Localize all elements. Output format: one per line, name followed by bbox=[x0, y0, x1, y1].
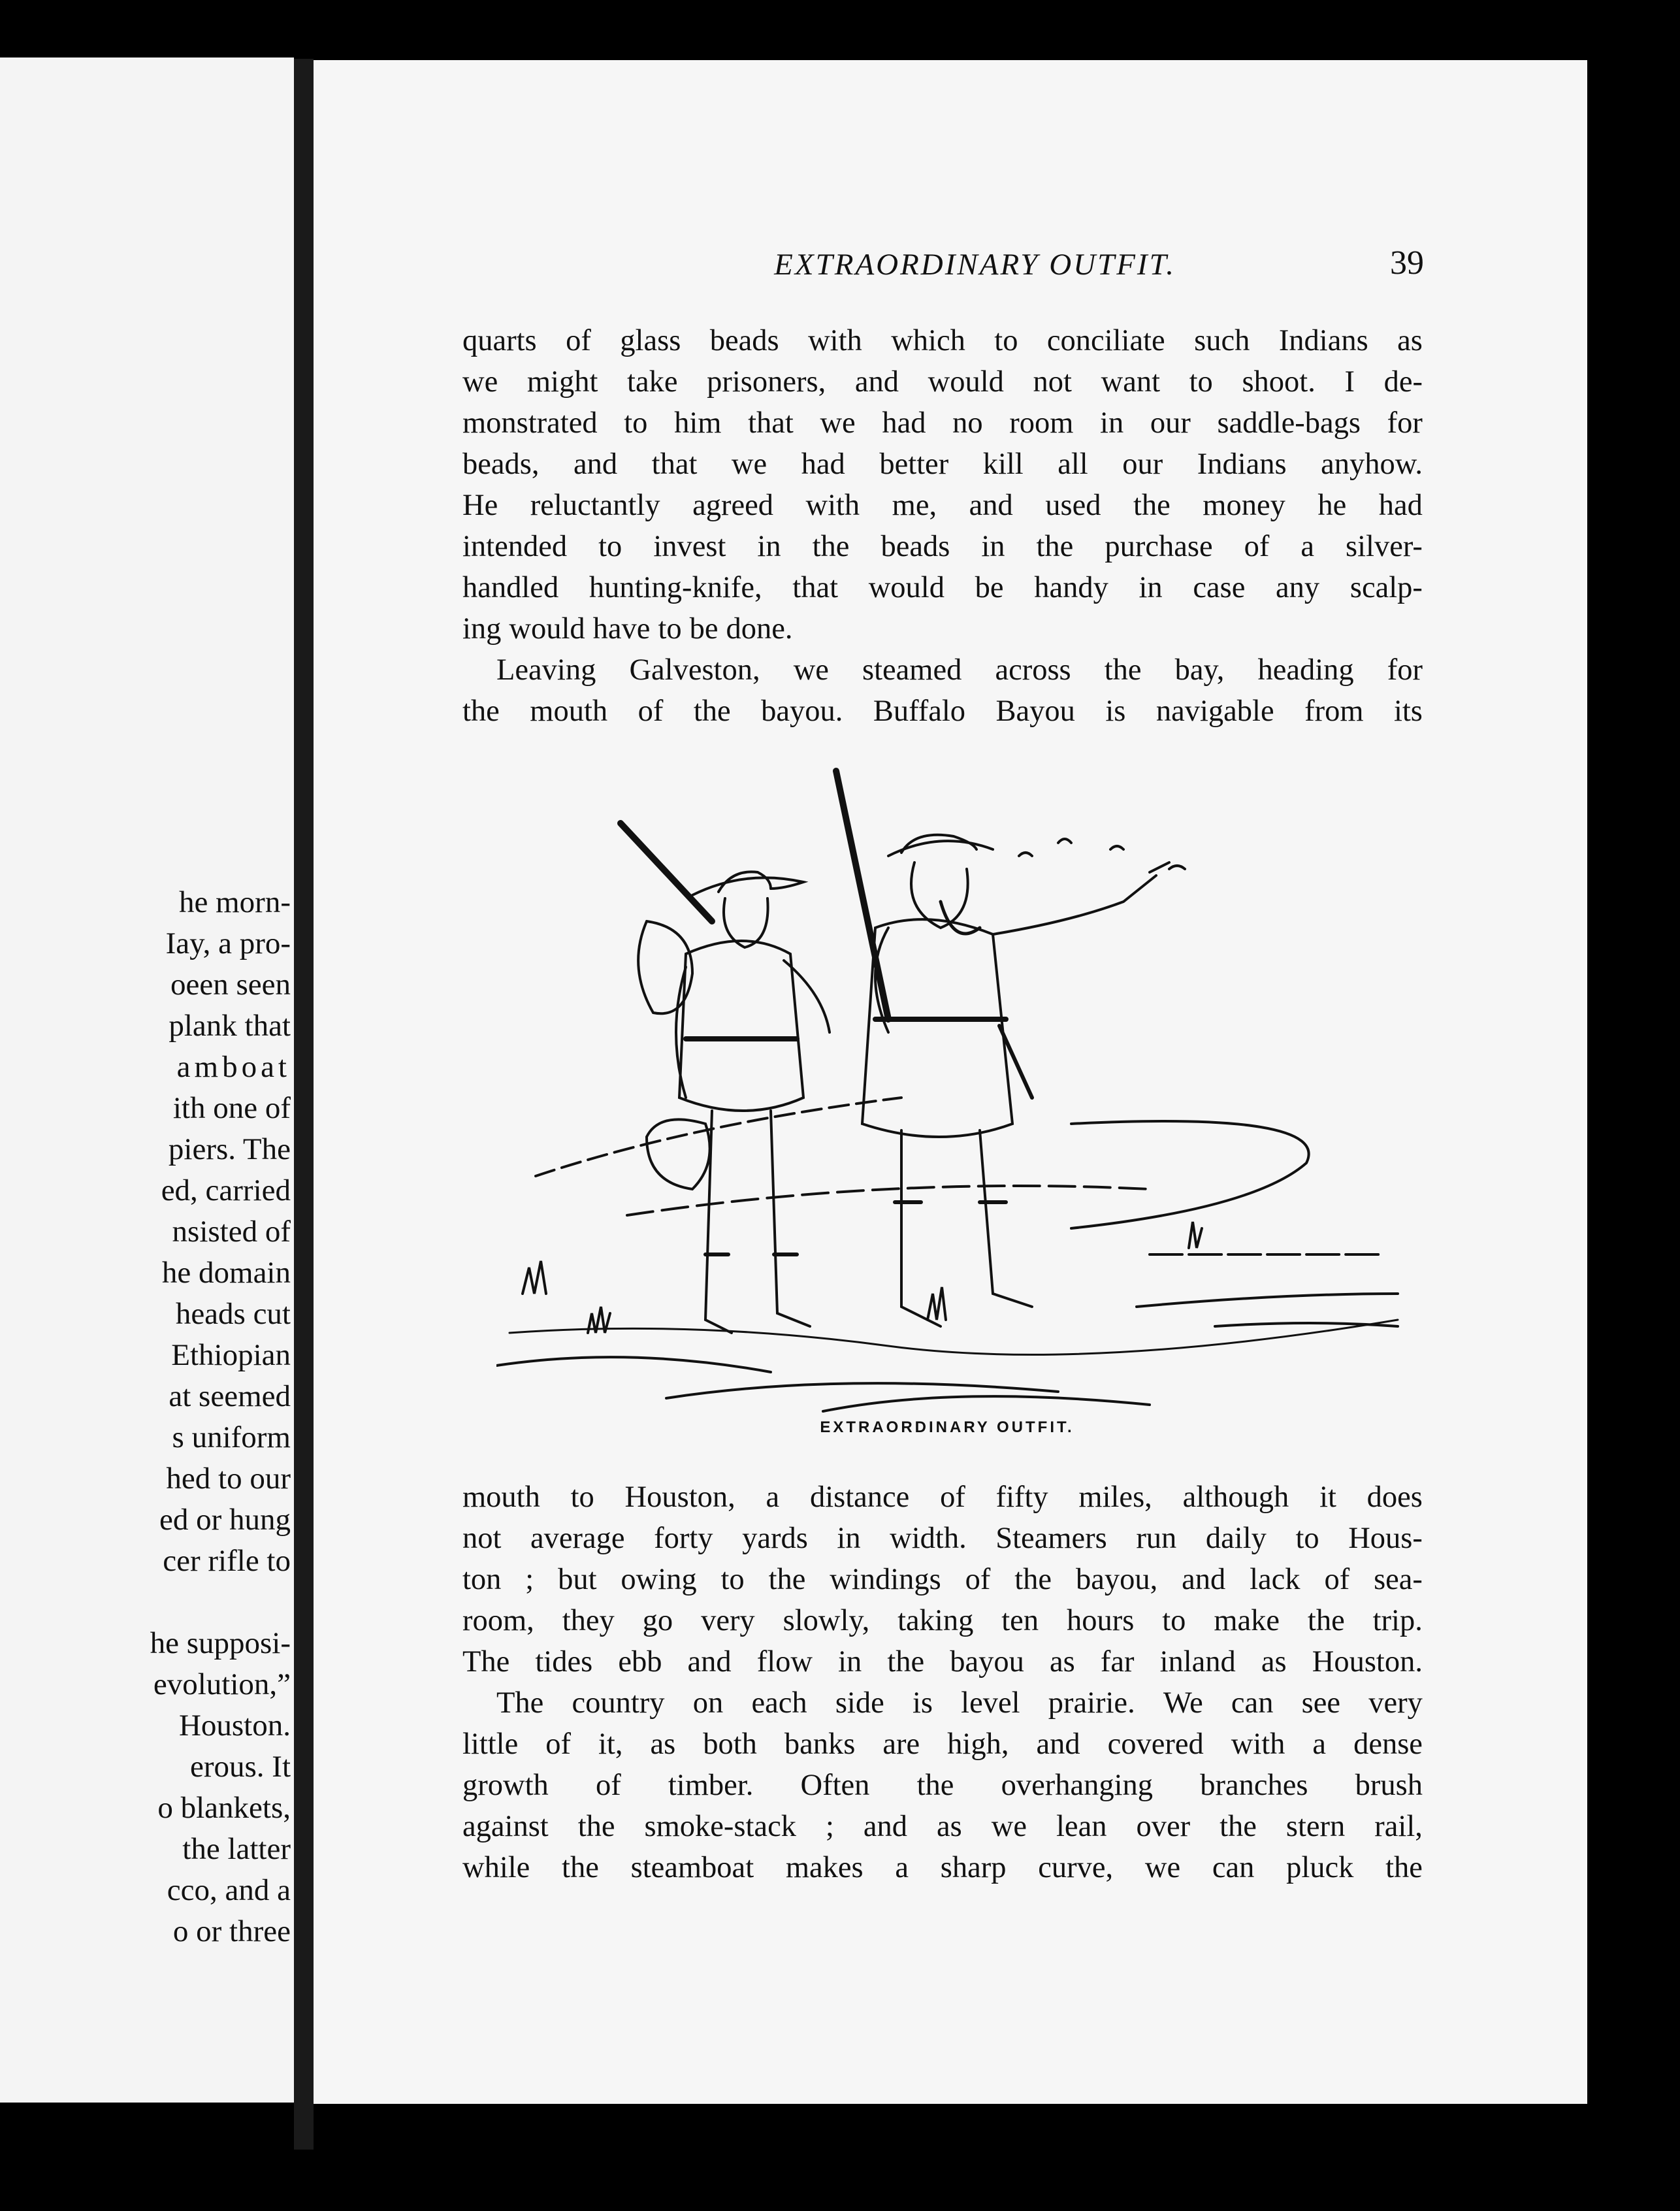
text-line bbox=[462, 567, 1423, 608]
word: timber. bbox=[668, 1769, 754, 1802]
word: as bbox=[1397, 324, 1423, 357]
word: makes bbox=[785, 1851, 864, 1884]
word: The bbox=[496, 1686, 544, 1720]
word: steamboat bbox=[630, 1851, 754, 1884]
word: beads bbox=[880, 530, 950, 563]
word: any bbox=[1276, 571, 1320, 604]
word: is bbox=[912, 1686, 933, 1720]
previous-page-line: at seemed bbox=[169, 1379, 291, 1413]
word: had bbox=[1378, 489, 1423, 522]
previous-page-line: he morn- bbox=[179, 885, 291, 919]
word: He bbox=[462, 489, 498, 522]
word: flow bbox=[756, 1645, 813, 1679]
word: we bbox=[793, 653, 829, 687]
word: to bbox=[720, 1563, 745, 1596]
word: of bbox=[1244, 530, 1270, 563]
text-line bbox=[462, 1477, 1423, 1518]
word: ton bbox=[462, 1563, 502, 1596]
word: the bbox=[693, 695, 731, 728]
word: distance bbox=[809, 1481, 910, 1514]
word: high, bbox=[947, 1728, 1009, 1761]
word: slowly, bbox=[783, 1604, 870, 1637]
word: inland bbox=[1159, 1645, 1236, 1679]
word: better bbox=[879, 448, 949, 481]
word: width. bbox=[890, 1522, 967, 1555]
word: go bbox=[642, 1604, 673, 1637]
word: bay, bbox=[1174, 653, 1225, 687]
word: run bbox=[1136, 1522, 1177, 1555]
word: to bbox=[1162, 1604, 1186, 1637]
word: to bbox=[598, 530, 622, 563]
word: agreed bbox=[692, 489, 773, 522]
word: might bbox=[526, 365, 598, 399]
word: of bbox=[545, 1728, 571, 1761]
word: daily bbox=[1205, 1522, 1267, 1555]
word: I bbox=[1344, 365, 1355, 399]
word: and bbox=[854, 365, 899, 399]
word: to bbox=[570, 1481, 594, 1514]
word: purchase bbox=[1105, 530, 1213, 563]
previous-page-line: o blankets, bbox=[157, 1791, 291, 1825]
word: with bbox=[805, 489, 860, 522]
body-text-top bbox=[462, 320, 1423, 732]
word: to bbox=[1295, 1522, 1319, 1555]
word: Houston. bbox=[1312, 1645, 1423, 1679]
text-line bbox=[462, 320, 1423, 361]
word: it bbox=[1319, 1481, 1336, 1514]
word: done. bbox=[726, 612, 793, 646]
word: overhanging bbox=[1001, 1769, 1154, 1802]
running-head: EXTRAORDINARY OUTFIT. bbox=[774, 248, 1176, 282]
text-line bbox=[462, 1765, 1423, 1806]
previous-page-line: hed to our bbox=[166, 1462, 291, 1496]
word: of bbox=[940, 1481, 965, 1514]
word: very bbox=[701, 1604, 755, 1637]
word: both bbox=[703, 1728, 757, 1761]
word: Hous- bbox=[1348, 1522, 1423, 1555]
word: curve, bbox=[1038, 1851, 1114, 1884]
previous-page-line: oeen seen bbox=[170, 968, 291, 1002]
word: country bbox=[572, 1686, 665, 1720]
word: the bbox=[812, 530, 850, 563]
word: average bbox=[530, 1522, 625, 1555]
text-line bbox=[462, 526, 1423, 567]
word: hunting-knife, bbox=[589, 571, 762, 604]
word: Bayou bbox=[995, 695, 1075, 728]
word: for bbox=[1387, 406, 1423, 440]
word: we bbox=[462, 365, 498, 399]
word: and bbox=[1036, 1728, 1080, 1761]
word: to bbox=[1189, 365, 1213, 399]
word: we bbox=[820, 406, 856, 440]
previous-page-line: ed or hung bbox=[159, 1503, 291, 1537]
previous-page-line: cco, and a bbox=[167, 1873, 291, 1907]
word: taking bbox=[897, 1604, 974, 1637]
word: glass bbox=[620, 324, 681, 357]
word: The bbox=[462, 1645, 510, 1679]
word: but bbox=[558, 1563, 597, 1596]
previous-page-line: Houston. bbox=[178, 1709, 291, 1743]
word: not bbox=[1033, 365, 1072, 399]
word: the bbox=[462, 695, 500, 728]
previous-page-line: Ethiopian bbox=[171, 1338, 291, 1372]
word: mouth bbox=[462, 1481, 540, 1514]
previous-page-line: he domain bbox=[161, 1256, 291, 1290]
word: room, bbox=[462, 1604, 534, 1637]
word: would bbox=[509, 612, 585, 646]
word: the bbox=[1133, 489, 1171, 522]
word: handled bbox=[462, 571, 559, 604]
previous-page-line: piers. The bbox=[168, 1132, 291, 1166]
word: used bbox=[1045, 489, 1101, 522]
previous-page-line: Iay, a pro- bbox=[165, 926, 291, 960]
word: stern bbox=[1285, 1810, 1346, 1843]
word: that bbox=[792, 571, 839, 604]
word: owing bbox=[621, 1563, 697, 1596]
word: him bbox=[674, 406, 722, 440]
word: Indians bbox=[1278, 324, 1368, 357]
word: ten bbox=[1001, 1604, 1039, 1637]
word: bayou. bbox=[761, 695, 843, 728]
previous-page bbox=[0, 57, 294, 2103]
previous-page-line: s uniform bbox=[172, 1420, 291, 1454]
word: across bbox=[995, 653, 1071, 687]
text-line bbox=[462, 1600, 1423, 1641]
word: in bbox=[757, 530, 781, 563]
word: forty bbox=[654, 1522, 713, 1555]
word: trip. bbox=[1372, 1604, 1423, 1637]
word: brush bbox=[1355, 1769, 1423, 1802]
previous-page-line: he supposi- bbox=[150, 1626, 291, 1660]
word: Leaving bbox=[496, 653, 596, 687]
book-gutter bbox=[294, 59, 314, 2150]
word: money bbox=[1203, 489, 1285, 522]
text-line bbox=[462, 402, 1423, 444]
word: the bbox=[1307, 1604, 1345, 1637]
word: make bbox=[1214, 1604, 1280, 1637]
word: very bbox=[1368, 1686, 1423, 1720]
previous-page-line: ith one of bbox=[172, 1091, 291, 1125]
word: and bbox=[1182, 1563, 1226, 1596]
word: miles, bbox=[1078, 1481, 1152, 1514]
word: saddle-bags bbox=[1217, 406, 1361, 440]
word: in bbox=[981, 530, 1005, 563]
word: ; bbox=[825, 1810, 834, 1843]
word: in bbox=[1100, 406, 1124, 440]
word: it, bbox=[598, 1728, 623, 1761]
word: in bbox=[837, 1522, 861, 1555]
word: as bbox=[937, 1810, 962, 1843]
word: covered bbox=[1107, 1728, 1204, 1761]
previous-page-line: amboat bbox=[176, 1050, 291, 1084]
word: of bbox=[1324, 1563, 1350, 1596]
word: ing bbox=[462, 612, 502, 646]
previous-page-line: nsisted of bbox=[172, 1215, 291, 1249]
word: tides bbox=[535, 1645, 593, 1679]
word: a bbox=[895, 1851, 909, 1884]
word: no bbox=[952, 406, 983, 440]
word: of bbox=[638, 695, 664, 728]
word: although bbox=[1182, 1481, 1289, 1514]
word: which bbox=[891, 324, 965, 357]
word: as bbox=[650, 1728, 676, 1761]
word: silver- bbox=[1346, 530, 1423, 563]
word: can bbox=[1212, 1851, 1255, 1884]
word: case bbox=[1193, 571, 1246, 604]
word: invest bbox=[653, 530, 726, 563]
illustration-two-hunters bbox=[496, 758, 1411, 1418]
word: the bbox=[562, 1851, 599, 1884]
previous-page-line: cer rifle to bbox=[163, 1544, 291, 1578]
word: in bbox=[1139, 571, 1163, 604]
previous-page-line: heads cut bbox=[175, 1297, 291, 1331]
word: ; bbox=[525, 1563, 534, 1596]
word: Houston, bbox=[624, 1481, 735, 1514]
word: hours bbox=[1066, 1604, 1135, 1637]
word: the bbox=[1014, 1563, 1052, 1596]
word: our bbox=[1122, 448, 1163, 481]
word: branches bbox=[1200, 1769, 1308, 1802]
word: far bbox=[1100, 1645, 1135, 1679]
word: to bbox=[994, 324, 1018, 357]
text-line bbox=[462, 485, 1423, 526]
word: lean bbox=[1056, 1810, 1107, 1843]
word: steamed bbox=[862, 653, 962, 687]
word: de- bbox=[1383, 365, 1423, 399]
word: and bbox=[969, 489, 1013, 522]
text-line bbox=[462, 444, 1423, 485]
text-line bbox=[462, 1806, 1423, 1847]
word: from bbox=[1304, 695, 1364, 728]
word: with bbox=[1231, 1728, 1285, 1761]
word: room bbox=[1009, 406, 1074, 440]
word: lack bbox=[1250, 1563, 1300, 1596]
word: while bbox=[462, 1851, 530, 1884]
word: side bbox=[835, 1686, 884, 1720]
word: rail, bbox=[1374, 1810, 1423, 1843]
word: be bbox=[689, 612, 719, 646]
text-line bbox=[462, 608, 1423, 649]
text-line bbox=[462, 1847, 1423, 1888]
word: the bbox=[1220, 1810, 1257, 1843]
text-line bbox=[462, 1518, 1423, 1559]
word: sea- bbox=[1374, 1563, 1423, 1596]
word: not bbox=[462, 1522, 502, 1555]
text-line bbox=[462, 1682, 1423, 1724]
word: our bbox=[1150, 406, 1191, 440]
word: take bbox=[627, 365, 678, 399]
word: and bbox=[573, 448, 618, 481]
previous-page-line bbox=[0, 1582, 291, 1623]
word: Buffalo bbox=[873, 695, 966, 728]
word: as bbox=[1261, 1645, 1287, 1679]
text-line bbox=[462, 1641, 1423, 1682]
word: in bbox=[838, 1645, 862, 1679]
word: the bbox=[1104, 653, 1142, 687]
body-text-bottom bbox=[462, 1477, 1423, 1888]
word: quarts bbox=[462, 324, 537, 357]
word: of bbox=[566, 324, 591, 357]
word: want bbox=[1101, 365, 1160, 399]
word: to bbox=[624, 406, 648, 440]
word: have bbox=[592, 612, 651, 646]
word: reluctantly bbox=[530, 489, 660, 522]
illustration-caption: EXTRAORDINARY OUTFIT. bbox=[820, 1418, 1074, 1436]
word: be bbox=[975, 571, 1004, 604]
word: that bbox=[748, 406, 794, 440]
word: can bbox=[1231, 1686, 1274, 1720]
word: a bbox=[1312, 1728, 1327, 1761]
word: dense bbox=[1353, 1728, 1423, 1761]
word: for bbox=[1387, 653, 1423, 687]
word: would bbox=[868, 571, 945, 604]
word: windings bbox=[830, 1563, 941, 1596]
word: the bbox=[887, 1645, 925, 1679]
word: over bbox=[1136, 1810, 1191, 1843]
word: intended bbox=[462, 530, 568, 563]
word: the bbox=[768, 1563, 806, 1596]
word: sharp bbox=[940, 1851, 1007, 1884]
word: of bbox=[965, 1563, 991, 1596]
word: the bbox=[916, 1769, 954, 1802]
word: We bbox=[1163, 1686, 1203, 1720]
word: on bbox=[692, 1686, 724, 1720]
previous-page-text bbox=[0, 882, 291, 1952]
word: all bbox=[1058, 448, 1088, 481]
word: see bbox=[1301, 1686, 1341, 1720]
word: little bbox=[462, 1728, 519, 1761]
word: banks bbox=[784, 1728, 856, 1761]
word: monstrated bbox=[462, 406, 598, 440]
word: does bbox=[1366, 1481, 1423, 1514]
word: scalp- bbox=[1349, 571, 1423, 604]
word: are bbox=[882, 1728, 920, 1761]
word: had bbox=[801, 448, 845, 481]
word: navigable bbox=[1155, 695, 1274, 728]
word: Often bbox=[800, 1769, 870, 1802]
word: yards bbox=[742, 1522, 808, 1555]
word: conciliate bbox=[1046, 324, 1165, 357]
word: had bbox=[882, 406, 926, 440]
word: heading bbox=[1257, 653, 1354, 687]
word: the bbox=[1036, 530, 1074, 563]
text-line bbox=[462, 1559, 1423, 1600]
word: kill bbox=[982, 448, 1024, 481]
word: the bbox=[1385, 1851, 1423, 1884]
previous-page-line: evolution,” bbox=[153, 1667, 291, 1701]
word: each bbox=[751, 1686, 807, 1720]
text-line bbox=[462, 649, 1423, 691]
word: is bbox=[1105, 695, 1126, 728]
word: fifty bbox=[995, 1481, 1048, 1514]
word: the bbox=[577, 1810, 615, 1843]
word: to bbox=[658, 612, 682, 646]
word: its bbox=[1393, 695, 1423, 728]
word: that bbox=[651, 448, 698, 481]
word: and bbox=[687, 1645, 732, 1679]
word: Galveston, bbox=[629, 653, 760, 687]
previous-page-line: the latter bbox=[182, 1832, 291, 1866]
word: prisoners, bbox=[707, 365, 826, 399]
word: we bbox=[1144, 1851, 1181, 1884]
word: smoke-stack bbox=[644, 1810, 796, 1843]
word: mouth bbox=[530, 695, 608, 728]
word: shoot. bbox=[1242, 365, 1316, 399]
word: Steamers bbox=[995, 1522, 1107, 1555]
word: growth bbox=[462, 1769, 549, 1802]
text-line bbox=[462, 361, 1423, 402]
word: we bbox=[991, 1810, 1027, 1843]
word: beads bbox=[709, 324, 779, 357]
word: they bbox=[562, 1604, 615, 1637]
word: with bbox=[808, 324, 862, 357]
text-line bbox=[462, 1724, 1423, 1765]
word: he bbox=[1317, 489, 1347, 522]
word: anyhow. bbox=[1321, 448, 1423, 481]
previous-page-line: plank that bbox=[169, 1009, 291, 1043]
word: prairie. bbox=[1048, 1686, 1135, 1720]
word: against bbox=[462, 1810, 549, 1843]
word: beads, bbox=[462, 448, 540, 481]
word: a bbox=[766, 1481, 780, 1514]
word: bayou bbox=[950, 1645, 1024, 1679]
word: would bbox=[928, 365, 1004, 399]
word: we bbox=[731, 448, 767, 481]
word: handy bbox=[1034, 571, 1108, 604]
word: of bbox=[595, 1769, 621, 1802]
word: a bbox=[1300, 530, 1315, 563]
page-number: 39 bbox=[1390, 244, 1424, 282]
word: ebb bbox=[618, 1645, 662, 1679]
word: me, bbox=[892, 489, 937, 522]
word: such bbox=[1194, 324, 1250, 357]
word: bayou, bbox=[1075, 1563, 1158, 1596]
word: pluck bbox=[1286, 1851, 1354, 1884]
word: Indians bbox=[1197, 448, 1287, 481]
word: level bbox=[961, 1686, 1020, 1720]
previous-page-line: erous. It bbox=[189, 1750, 291, 1784]
text-line bbox=[462, 691, 1423, 732]
word: and bbox=[863, 1810, 908, 1843]
word: as bbox=[1050, 1645, 1075, 1679]
previous-page-line: ed, carried bbox=[161, 1173, 291, 1207]
previous-page-line: o or three bbox=[172, 1914, 291, 1948]
